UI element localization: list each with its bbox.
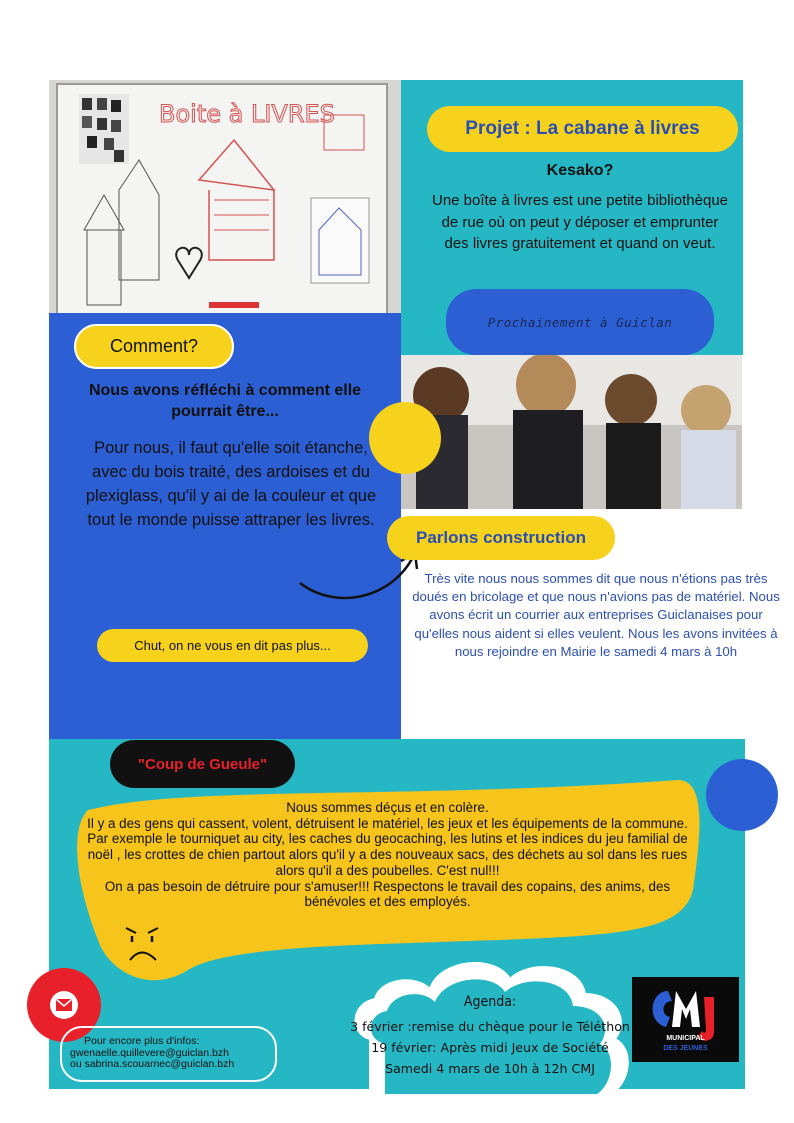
contact-box [60,1026,277,1082]
contact-heading: Pour encore plus d'infos: [84,1035,200,1047]
contact-email-2[interactable]: ou sabrina.scouarnec@guiclan.bzh [70,1058,235,1071]
chut-pill: Chut, on ne vous en dit pas plus... [97,629,368,662]
coup-de-gueule-line: Nous sommes déçus et en colère. [286,800,489,815]
kesako-heading: Kesako? [546,162,614,179]
comment-pill: Comment? [74,324,234,369]
children-photo [401,355,742,509]
comment-heading: Nous avons réfléchi à comment elle pourrait être... [88,382,362,420]
agenda-item: Samedi 4 mars de 10h à 12h CMJ [385,1061,595,1076]
construction-text: Très vite nous nous sommes dit que nous n'étions pas très doués en bricolage et que nous n'avions pas de matériel. Nous avons écrit un courrier aux entreprises Guiclanaises pour qu'elles nous aident si elles veulent. Nous les avons invitées à nous rejoindre en Mairie le samedi 4 mars à 10h [412,571,780,659]
coup-de-gueule-line: Par exemple le tourniquet au city, les caches du geocaching, les lutins et les indices du jeu familial de noël , les crottes de chien partout alors qu'il y a des nouveaux sacs, des déchets au sol dans les rues alors qu'il a des poubelles. C'est nul!!! [87,831,688,878]
angry-face-icon [120,922,164,966]
project-title: Projet : La cabane à livres [427,106,738,152]
coup-de-gueule-text [80,800,695,910]
cmj-bottom-text: DES JEUNES [663,1045,708,1052]
coup-de-gueule-line: On a pas besoin de détruire pour s'amuser!!! Respectons le travail des copains, des anims, des bénévoles et des employés. [104,878,671,910]
svg-text:Boite à LIVRES: Boite à LIVRES [159,100,335,128]
construction-pill: Parlons construction [387,516,615,560]
coup-de-gueule-line: Il y a des gens qui cassent, volent, détruisent le matériel, les jeux et les équipements de la commune. [87,815,688,831]
cmj-mid-text: MUNICIPAL [666,1035,705,1042]
agenda-item: 19 février: Après midi Jeux de Société [371,1040,609,1055]
mail-icon [50,991,78,1019]
coup-de-gueule-label: "Coup de Gueule" [110,740,295,788]
prochainement-badge: Prochainement à Guiclan [446,289,714,355]
yellow-circle-decoration [369,402,441,474]
whiteboard-photo [49,80,401,313]
agenda-item: 3 février :remise du chèque pour le Téléthon [350,1019,630,1034]
contact-email-1[interactable]: gwenaelle.quillevere@guiclan.bzh [70,1046,229,1059]
cmj-logo [632,977,739,1062]
agenda-title: Agenda: [463,994,517,1010]
comment-text: Pour nous, il faut qu'elle soit étanche, avec du bois traité, des ardoises et du plexiglass, qu'il y ai de la couleur et que tout le monde puisse attraper les livres. [85,439,377,529]
kesako-text: Une boîte à livres est une petite bibliothèque de rue où on peut y déposer et emprunter des livres gratuitement et quand on veut. [431,192,729,252]
agenda-list [350,1016,630,1079]
blue-circle-decoration [706,759,778,831]
